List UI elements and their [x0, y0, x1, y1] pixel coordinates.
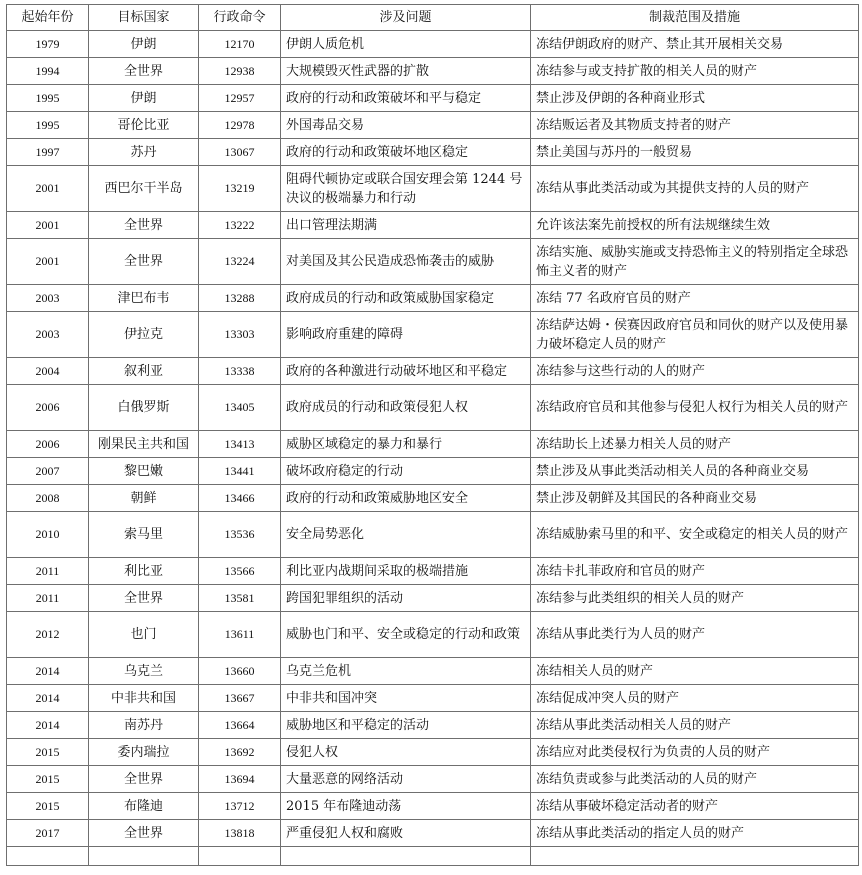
cell-order: 12170: [199, 31, 281, 58]
cell-year: 2006: [7, 385, 89, 431]
cell-country: 乌克兰: [89, 658, 199, 685]
cell-country: 哥伦比亚: [89, 112, 199, 139]
table-row: [7, 585, 859, 612]
cell-cutoff: [89, 847, 199, 866]
cell-issue: 中非共和国冲突: [281, 685, 531, 712]
sanctions-table: [6, 4, 859, 866]
table-row: [7, 166, 859, 212]
cell-issue: 威胁区域稳定的暴力和暴行: [281, 431, 531, 458]
cell-issue: 政府的行动和政策破坏和平与稳定: [281, 85, 531, 112]
cell-year: 2007: [7, 458, 89, 485]
cell-country: 刚果民主共和国: [89, 431, 199, 458]
cell-country: 也门: [89, 612, 199, 658]
cell-country: 津巴布韦: [89, 285, 199, 312]
cell-year: 2011: [7, 585, 89, 612]
cell-year: 2015: [7, 793, 89, 820]
header-target-country: 目标国家: [89, 5, 199, 31]
table-row: [7, 739, 859, 766]
cell-order: 13581: [199, 585, 281, 612]
table-row: [7, 385, 859, 431]
table-row: [7, 612, 859, 658]
cell-measure: 冻结萨达姆・侯赛因政府官员和同伙的财产以及使用暴力破坏稳定人员的财产: [531, 312, 859, 358]
cell-country: 委内瑞拉: [89, 739, 199, 766]
cell-order: 12957: [199, 85, 281, 112]
cell-order: 13288: [199, 285, 281, 312]
cell-year: 1994: [7, 58, 89, 85]
cell-issue: 外国毒品交易: [281, 112, 531, 139]
cell-measure: 禁止涉及朝鲜及其国民的各种商业交易: [531, 485, 859, 512]
cell-year: 1979: [7, 31, 89, 58]
cell-issue: 影响政府重建的障碍: [281, 312, 531, 358]
header-start-year: 起始年份: [7, 5, 89, 31]
cell-cutoff: [531, 847, 859, 866]
cell-order: 13338: [199, 358, 281, 385]
cell-order: 13067: [199, 139, 281, 166]
cell-issue: 大规模毁灭性武器的扩散: [281, 58, 531, 85]
cell-measure: 冻结从事此类活动的指定人员的财产: [531, 820, 859, 847]
cell-order: 13611: [199, 612, 281, 658]
cell-order: 12938: [199, 58, 281, 85]
table-row: [7, 431, 859, 458]
cell-issue: 跨国犯罪组织的活动: [281, 585, 531, 612]
cell-country: 南苏丹: [89, 712, 199, 739]
table-row: [7, 820, 859, 847]
cell-order: 13224: [199, 239, 281, 285]
cell-year: 2001: [7, 212, 89, 239]
table-row: [7, 31, 859, 58]
cell-measure: 冻结参与此类组织的相关人员的财产: [531, 585, 859, 612]
cell-issue: 大量恶意的网络活动: [281, 766, 531, 793]
cell-measure: 冻结实施、威胁实施或支持恐怖主义的特别指定全球恐怖主义者的财产: [531, 239, 859, 285]
table-row: [7, 112, 859, 139]
cell-measure: 冻结从事此类行为人员的财产: [531, 612, 859, 658]
cell-measure: 冻结助长上述暴力相关人员的财产: [531, 431, 859, 458]
table-row: [7, 358, 859, 385]
cell-measure: 冻结卡扎菲政府和官员的财产: [531, 558, 859, 585]
cell-order: 13303: [199, 312, 281, 358]
table-row: [7, 766, 859, 793]
cell-year: 2015: [7, 766, 89, 793]
cell-year: 2010: [7, 512, 89, 558]
cell-issue: 严重侵犯人权和腐败: [281, 820, 531, 847]
cell-order: 12978: [199, 112, 281, 139]
cell-country: 伊朗: [89, 85, 199, 112]
cell-country: 叙利亚: [89, 358, 199, 385]
cell-order: 13536: [199, 512, 281, 558]
header-issue: 涉及问题: [281, 5, 531, 31]
cell-issue: 威胁地区和平稳定的活动: [281, 712, 531, 739]
cell-order: 13692: [199, 739, 281, 766]
cell-country: 利比亚: [89, 558, 199, 585]
table-row: [7, 58, 859, 85]
cell-issue: 政府的行动和政策威胁地区安全: [281, 485, 531, 512]
cell-order: 13694: [199, 766, 281, 793]
cell-year: 2003: [7, 285, 89, 312]
cell-measure: 允许该法案先前授权的所有法规继续生效: [531, 212, 859, 239]
cell-cutoff: [199, 847, 281, 866]
cell-measure: 冻结威胁索马里的和平、安全或稳定的相关人员的财产: [531, 512, 859, 558]
cell-year: 2004: [7, 358, 89, 385]
cell-country: 伊朗: [89, 31, 199, 58]
cell-issue: 侵犯人权: [281, 739, 531, 766]
cell-year: 2012: [7, 612, 89, 658]
cell-year: 2003: [7, 312, 89, 358]
table-row: [7, 685, 859, 712]
table-row: [7, 485, 859, 512]
table-row: [7, 658, 859, 685]
cell-issue: 对美国及其公民造成恐怖袭击的威胁: [281, 239, 531, 285]
cell-order: 13566: [199, 558, 281, 585]
cell-year: 2017: [7, 820, 89, 847]
cell-country: 全世界: [89, 766, 199, 793]
cell-issue: 政府的行动和政策破坏地区稳定: [281, 139, 531, 166]
cell-year: 1995: [7, 85, 89, 112]
cell-year: 2014: [7, 658, 89, 685]
cell-measure: 冻结伊朗政府的财产、禁止其开展相关交易: [531, 31, 859, 58]
cell-year: 2006: [7, 431, 89, 458]
cell-measure: 冻结应对此类侵权行为负责的人员的财产: [531, 739, 859, 766]
cell-year: 2015: [7, 739, 89, 766]
cell-country: 苏丹: [89, 139, 199, 166]
cell-country: 中非共和国: [89, 685, 199, 712]
table-row: [7, 212, 859, 239]
cell-order: 13441: [199, 458, 281, 485]
cell-order: 13818: [199, 820, 281, 847]
cell-measure: 禁止美国与苏丹的一般贸易: [531, 139, 859, 166]
cell-measure: 冻结从事此类活动或为其提供支持的人员的财产: [531, 166, 859, 212]
cell-country: 全世界: [89, 820, 199, 847]
cell-order: 13660: [199, 658, 281, 685]
cell-country: 全世界: [89, 585, 199, 612]
cell-measure: 冻结贩运者及其物质支持者的财产: [531, 112, 859, 139]
table-row: [7, 139, 859, 166]
cell-country: 全世界: [89, 58, 199, 85]
cell-order: 13413: [199, 431, 281, 458]
sanctions-table-container: [6, 4, 858, 866]
table-row: [7, 239, 859, 285]
cell-issue: 伊朗人质危机: [281, 31, 531, 58]
cell-measure: 冻结相关人员的财产: [531, 658, 859, 685]
cell-order: 13667: [199, 685, 281, 712]
cell-year: 2001: [7, 239, 89, 285]
cell-measure: 冻结 77 名政府官员的财产: [531, 285, 859, 312]
cell-year: 2001: [7, 166, 89, 212]
cell-issue: 2015 年布隆迪动荡: [281, 793, 531, 820]
header-executive-order: 行政命令: [199, 5, 281, 31]
cell-measure: 冻结参与或支持扩散的相关人员的财产: [531, 58, 859, 85]
cell-country: 黎巴嫩: [89, 458, 199, 485]
cell-country: 朝鲜: [89, 485, 199, 512]
table-row: [7, 512, 859, 558]
cell-issue: 利比亚内战期间采取的极端措施: [281, 558, 531, 585]
cell-issue: 政府成员的行动和政策侵犯人权: [281, 385, 531, 431]
cell-year: 1995: [7, 112, 89, 139]
cell-issue: 阻碍代顿协定或联合国安理会第 1244 号决议的极端暴力和行动: [281, 166, 531, 212]
cell-order: 13664: [199, 712, 281, 739]
table-row: [7, 285, 859, 312]
cell-year: 2014: [7, 712, 89, 739]
cell-country: 伊拉克: [89, 312, 199, 358]
cell-measure: 冻结参与这些行动的人的财产: [531, 358, 859, 385]
cell-issue: 威胁也门和平、安全或稳定的行动和政策: [281, 612, 531, 658]
cell-measure: 冻结政府官员和其他参与侵犯人权行为相关人员的财产: [531, 385, 859, 431]
cell-issue: 安全局势恶化: [281, 512, 531, 558]
cell-measure: 冻结从事破坏稳定活动者的财产: [531, 793, 859, 820]
table-row: [7, 558, 859, 585]
cell-measure: 冻结从事此类活动相关人员的财产: [531, 712, 859, 739]
cell-issue: 破坏政府稳定的行动: [281, 458, 531, 485]
cell-order: 13219: [199, 166, 281, 212]
table-body: [7, 31, 859, 866]
cell-country: 布隆迪: [89, 793, 199, 820]
cell-country: 全世界: [89, 212, 199, 239]
cell-order: 13405: [199, 385, 281, 431]
cell-country: 西巴尔干半岛: [89, 166, 199, 212]
cell-issue: 政府的各种激进行动破坏地区和平稳定: [281, 358, 531, 385]
cell-year: 2014: [7, 685, 89, 712]
table-row-cutoff: [7, 847, 859, 866]
table-row: [7, 458, 859, 485]
cell-year: 2008: [7, 485, 89, 512]
cell-measure: 冻结负责或参与此类活动的人员的财产: [531, 766, 859, 793]
table-row: [7, 793, 859, 820]
cell-issue: 乌克兰危机: [281, 658, 531, 685]
table-row: [7, 85, 859, 112]
cell-measure: 冻结促成冲突人员的财产: [531, 685, 859, 712]
table-header-row: [7, 5, 859, 31]
table-row: [7, 712, 859, 739]
header-measures: 制裁范围及措施: [531, 5, 859, 31]
cell-order: 13712: [199, 793, 281, 820]
cell-measure: 禁止涉及伊朗的各种商业形式: [531, 85, 859, 112]
cell-country: 索马里: [89, 512, 199, 558]
cell-order: 13222: [199, 212, 281, 239]
cell-year: 1997: [7, 139, 89, 166]
cell-issue: 出口管理法期满: [281, 212, 531, 239]
cell-cutoff: [281, 847, 531, 866]
table-row: [7, 312, 859, 358]
cell-year: 2011: [7, 558, 89, 585]
cell-issue: 政府成员的行动和政策威胁国家稳定: [281, 285, 531, 312]
cell-order: 13466: [199, 485, 281, 512]
cell-measure: 禁止涉及从事此类活动相关人员的各种商业交易: [531, 458, 859, 485]
cell-country: 全世界: [89, 239, 199, 285]
cell-country: 白俄罗斯: [89, 385, 199, 431]
cell-cutoff: [7, 847, 89, 866]
